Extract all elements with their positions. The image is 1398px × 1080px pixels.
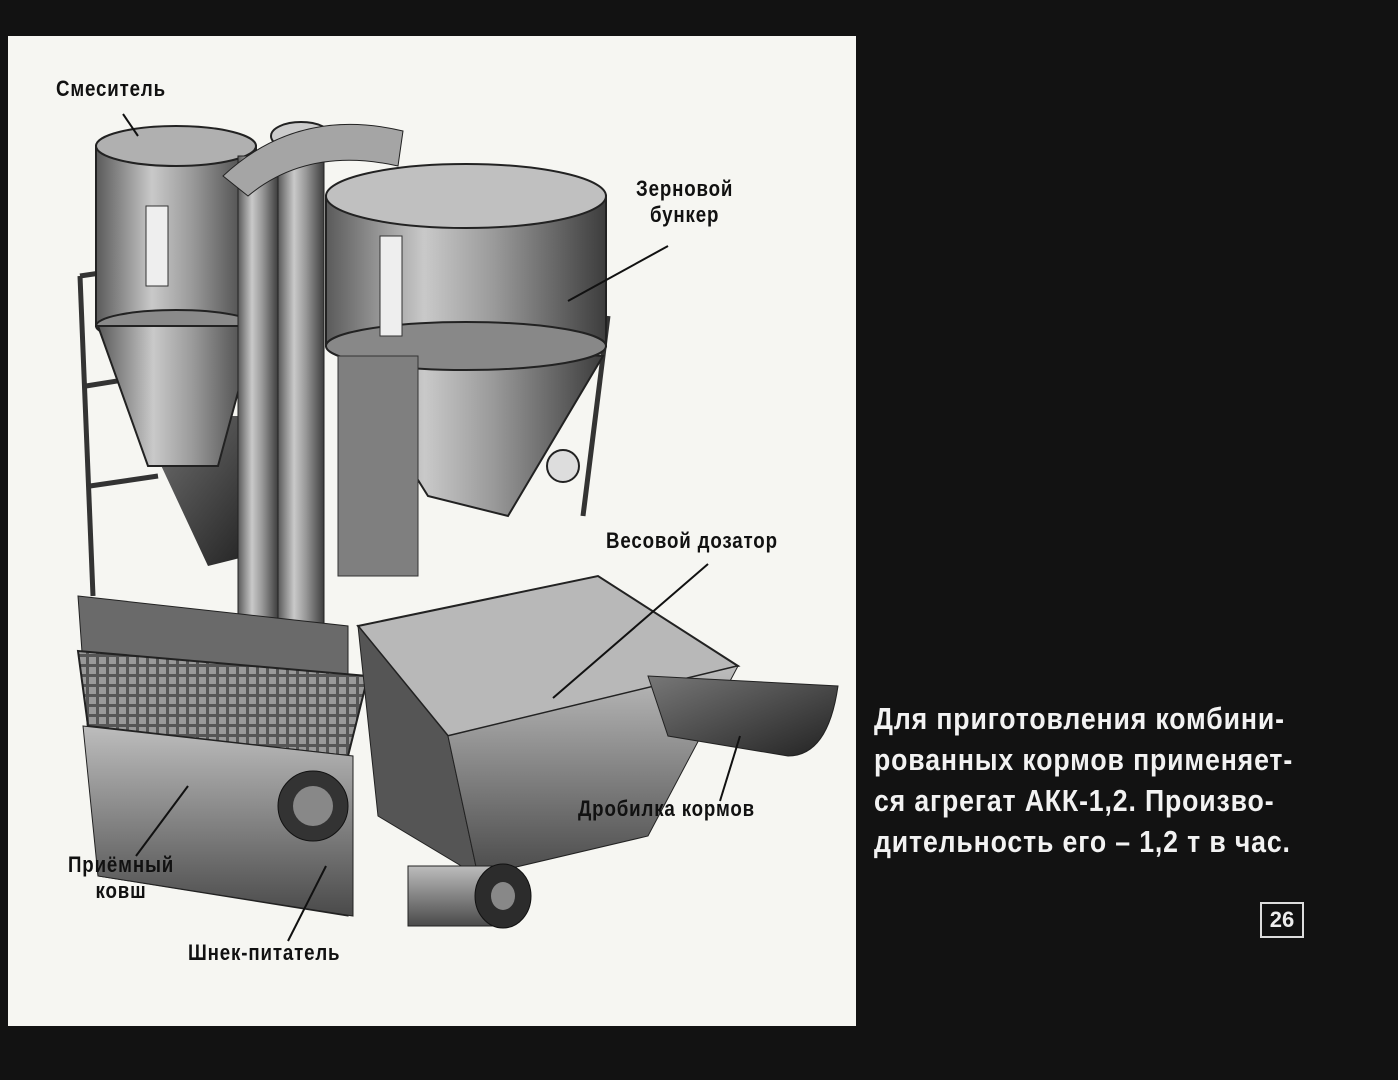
roller-drum [408, 864, 531, 928]
label-grain-hopper: Зерновой бункер [636, 176, 734, 227]
label-weight-doser: Весовой дозатор [606, 528, 778, 553]
grain-hopper-tank [326, 164, 606, 576]
mixer-tank [96, 126, 256, 566]
illustration-panel [8, 36, 856, 1026]
label-mixer: Смеситель [56, 76, 166, 101]
label-receiving-bucket: Приёмный ковш [68, 852, 175, 903]
page-number-badge: 26 [1260, 902, 1304, 938]
slide-caption: Для приготовления комбини- рованных кормов применяет- ся агрегат АКК-1,2. Произво- дительность его – 1,2 т в час. [874, 701, 1294, 859]
label-screw-feeder: Шнек-питатель [188, 940, 341, 965]
label-feed-crusher: Дробилка кормов [578, 796, 756, 821]
